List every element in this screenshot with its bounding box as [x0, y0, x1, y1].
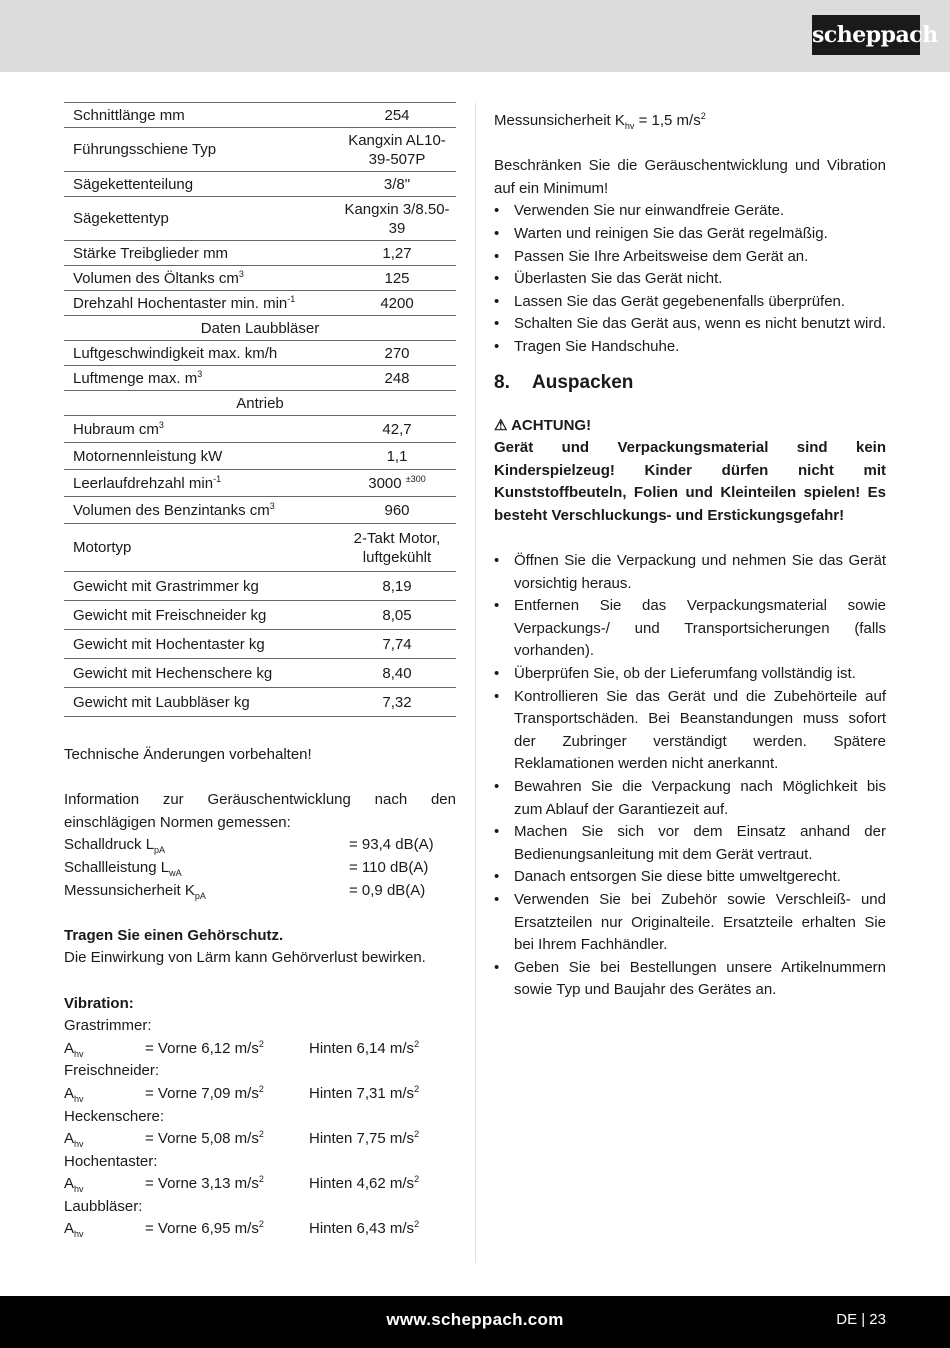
vibration-rear: [309, 1128, 419, 1151]
uncertainty-label: Messunsicherheit K: [494, 112, 625, 129]
column-divider: [475, 103, 476, 1263]
spec-section-label: Antrieb: [64, 391, 456, 416]
spec-row: [64, 316, 456, 341]
spec-label: [64, 572, 338, 601]
spec-label-text: Gewicht mit Laubbläser kg: [73, 693, 250, 711]
bullet-item: • Passen Sie Ihre Arbeitsweise dem Gerät an.: [494, 246, 886, 269]
vibration-front-sup: 2: [258, 1129, 264, 1140]
vibration-rear: [309, 1218, 419, 1241]
vibration-symbol: [64, 1173, 145, 1196]
spec-label: [64, 497, 338, 524]
spec-label: [64, 197, 338, 241]
spec-label-text: Stärke Treibglieder mm: [73, 244, 229, 262]
noise-label-sub: pA: [194, 890, 206, 901]
vibration-rear-sup: 2: [414, 1129, 420, 1140]
noise-row: [64, 857, 456, 880]
noise-value: = 110 dB(A): [349, 858, 429, 876]
spec-row: [64, 416, 456, 443]
spec-value: [338, 659, 456, 688]
spec-label-text: Leerlaufdrehzahl min: [73, 474, 214, 492]
bullet-item: • Danach entsorgen Sie diese bitte umweltgerecht.: [494, 866, 886, 889]
vibration-row: [64, 1173, 456, 1196]
footer-band: [0, 1296, 950, 1348]
warning-triangle-icon: ⚠: [494, 416, 508, 434]
vibration-symbol-text: A: [64, 1084, 75, 1102]
spec-row: [64, 366, 456, 391]
bullet-item: • Geben Sie bei Bestellungen unsere Artikelnummern sowie Typ und Baujahr des Gerätes an.: [494, 957, 886, 1002]
vibration-front: [145, 1038, 309, 1061]
spec-label: [64, 341, 338, 366]
spec-label-text: Motornennleistung kW: [73, 447, 223, 465]
spec-label: [64, 103, 338, 128]
noise-row: [64, 834, 456, 857]
spec-value-text: Kangxin 3/8.50-39: [344, 200, 450, 237]
vibration-symbol-sub: hv: [74, 1093, 84, 1104]
vibration-tool: Heckenschere:: [64, 1107, 165, 1125]
spec-row: [64, 103, 456, 128]
spec-row: [64, 659, 456, 688]
spec-row: [64, 341, 456, 366]
vibration-title: Vibration:: [64, 994, 134, 1012]
vibration-row: [64, 1083, 456, 1106]
spec-value-text: 4200: [380, 294, 414, 312]
spec-label-text: Sägekettentyp: [73, 210, 169, 227]
spec-value: [338, 630, 456, 659]
spec-label: [64, 659, 338, 688]
bullet-item: • Verwenden Sie nur einwandfreie Geräte.: [494, 200, 886, 223]
vibration-symbol: [64, 1128, 145, 1151]
spec-label-text: Sägekettenteilung: [73, 175, 194, 193]
spec-label: [64, 470, 338, 497]
hearing-title: Tragen Sie einen Gehörschutz.: [64, 926, 284, 944]
spec-value: [338, 366, 456, 391]
vibration-front-text: = Vorne 7,09 m/s: [145, 1084, 259, 1102]
vibration-row: [64, 1128, 456, 1151]
spec-label-text: Schnittlänge mm: [73, 106, 185, 124]
spec-value: [338, 291, 456, 316]
warning-heading: [494, 415, 886, 438]
spec-value: [338, 266, 456, 291]
vibration-tool: Hochentaster:: [64, 1152, 158, 1170]
spec-label: [64, 291, 338, 316]
vibration-rear-sup: 2: [414, 1174, 420, 1185]
spec-row: [64, 391, 456, 416]
bullet-item: • Lassen Sie das Gerät gegebenenfalls überprüfen.: [494, 291, 886, 314]
spec-value-text: 7,32: [382, 693, 412, 711]
noise-value: = 93,4 dB(A): [349, 836, 434, 854]
spec-value-text: 3/8": [383, 175, 411, 193]
vibration-front: [145, 1128, 309, 1151]
spec-row: [64, 291, 456, 316]
spec-value: [338, 341, 456, 366]
spec-section-label: Daten Laubbläser: [64, 316, 456, 341]
vibration-rear-sup: 2: [414, 1219, 420, 1230]
spec-value-text: 1,1: [386, 447, 408, 465]
vibration-symbol: [64, 1083, 145, 1106]
spec-table: [64, 102, 456, 717]
spec-row: [64, 128, 456, 172]
spec-label-text: Luftgeschwindigkeit max. km/h: [73, 344, 278, 362]
noise-intro: Information zur Geräuschentwicklung nach den einschlägigen Normen gemessen:: [64, 791, 456, 831]
spec-row: [64, 443, 456, 470]
left-column-text: [64, 744, 456, 1241]
spec-row: [64, 470, 456, 497]
vibration-front-sup: 2: [258, 1083, 264, 1094]
spec-value-text: 1,27: [382, 244, 412, 262]
noise-label-sub: wA: [169, 867, 182, 878]
vibration-symbol-text: A: [64, 1039, 75, 1057]
spec-value-text: 125: [384, 269, 410, 287]
vibration-front-text: = Vorne 6,95 m/s: [145, 1220, 259, 1238]
vibration-rear: [309, 1038, 419, 1061]
spec-value-text: 7,74: [382, 635, 412, 653]
vibration-symbol-sub: hv: [74, 1139, 84, 1150]
bullet-item: • Öffnen Sie die Verpackung und nehmen Sie das Gerät vorsichtig heraus.: [494, 550, 886, 595]
uncertainty-sub: hv: [624, 121, 635, 131]
noise-label-text: Schalldruck L: [64, 836, 155, 854]
bullet-item: • Verwenden Sie bei Zubehör sowie Verschleiß- und Ersatzteilen nur Originalteile. Ersatzteile erhalten Sie bei Ihrem Fachhändler.: [494, 889, 886, 957]
spec-value: [338, 416, 456, 443]
vibration-rear: [309, 1083, 419, 1106]
bullet-item: • Entfernen Sie das Verpackungsmaterial sowie Verpackungs-/ und Transportsicherungen (falls vorhanden).: [494, 595, 886, 663]
vibration-front-sup: 2: [258, 1038, 264, 1049]
bullet-item: • Tragen Sie Handschuhe.: [494, 336, 886, 359]
footer-url[interactable]: www.scheppach.com: [386, 1310, 564, 1329]
vibration-symbol: [64, 1218, 145, 1241]
bullet-item: • Überprüfen Sie, ob der Lieferumfang vollständig ist.: [494, 663, 886, 686]
spec-value-text: 42,7: [382, 420, 412, 438]
spec-value-text: 254: [384, 106, 410, 124]
spec-row: [64, 266, 456, 291]
spec-value: [338, 443, 456, 470]
noise-row: [64, 880, 456, 903]
spec-row: [64, 630, 456, 659]
noise-label-text: Messunsicherheit K: [64, 881, 195, 899]
noise-label: [64, 857, 349, 880]
noise-label: [64, 880, 349, 903]
spec-value-text: 8,40: [382, 664, 412, 682]
spec-label: [64, 630, 338, 659]
spec-row: [64, 601, 456, 630]
vibration-tool: Grastrimmer:: [64, 1017, 152, 1035]
vibration-rear-text: Hinten 6,14 m/s: [309, 1039, 415, 1057]
spec-label-sup: 3: [197, 368, 203, 379]
vibration-symbol-text: A: [64, 1220, 75, 1238]
vibration-rear-text: Hinten 7,75 m/s: [309, 1130, 415, 1148]
spec-row: [64, 572, 456, 601]
spec-label-text: Drehzahl Hochentaster min. min: [73, 294, 288, 312]
spec-label: [64, 601, 338, 630]
spec-value: [338, 103, 456, 128]
spec-label-text: Gewicht mit Freischneider kg: [73, 606, 267, 624]
vibration-front-sup: 2: [258, 1174, 264, 1185]
spec-label-sup: 3: [158, 419, 164, 430]
spec-value: [338, 470, 456, 497]
spec-label: [64, 241, 338, 266]
bullet-item: • Schalten Sie das Gerät aus, wenn es nicht benutzt wird.: [494, 313, 886, 336]
spec-row: [64, 688, 456, 717]
warning-text: Gerät und Verpackungsmaterial sind kein Kinderspielzeug! Kinder dürfen nicht mit Kunststoffbeuteln, Folien und Kleinteilen spielen! Es besteht Verschluckungs- und Erstickungsgefahr!: [494, 439, 886, 524]
vibration-tool: Laubbläser:: [64, 1197, 143, 1215]
spec-value-text: 960: [384, 501, 410, 519]
uncertainty-sup: 2: [700, 111, 706, 121]
bullet-item: • Überlasten Sie das Gerät nicht.: [494, 268, 886, 291]
vibration-rear-text: Hinten 6,43 m/s: [309, 1220, 415, 1238]
page-number: DE | 23: [836, 1311, 886, 1328]
vibration-rear-sup: 2: [414, 1038, 420, 1049]
spec-value: [338, 572, 456, 601]
vibration-front-text: = Vorne 5,08 m/s: [145, 1130, 259, 1148]
header-band: [0, 0, 950, 72]
noise-values: [64, 834, 456, 902]
vibration-front: [145, 1173, 309, 1196]
spec-label-text: Luftmenge max. m: [73, 369, 198, 387]
spec-value-text: 3000: [368, 474, 406, 492]
vibration-rear-text: Hinten 4,62 m/s: [309, 1175, 415, 1193]
spec-value: [338, 241, 456, 266]
uncertainty-value: = 1,5 m/s: [634, 112, 701, 129]
spec-label-text: Führungsschiene Typ: [73, 141, 217, 158]
spec-value-text: 8,19: [382, 577, 412, 595]
vibration-rear-sup: 2: [414, 1083, 420, 1094]
section-number: 8.: [494, 371, 510, 393]
spec-label: [64, 416, 338, 443]
spec-label-text: Motortyp: [73, 539, 132, 556]
vibration-front: [145, 1083, 309, 1106]
vibration-front-text: = Vorne 3,13 m/s: [145, 1175, 259, 1193]
spec-value-sup: ±300: [405, 473, 426, 484]
vibration-symbol: [64, 1038, 145, 1061]
spec-label: [64, 524, 338, 572]
spec-label-text: Gewicht mit Hochentaster kg: [73, 635, 265, 653]
spec-value-text: 270: [384, 344, 410, 362]
vibration-front-sup: 2: [258, 1219, 264, 1230]
spec-value: [338, 197, 456, 241]
spec-label: [64, 443, 338, 470]
vibration-row: [64, 1218, 456, 1241]
spec-row: [64, 241, 456, 266]
vibration-rear-text: Hinten 7,31 m/s: [309, 1084, 415, 1102]
spec-label-text: Gewicht mit Hechenschere kg: [73, 664, 273, 682]
noise-label-text: Schallleistung L: [64, 858, 170, 876]
vibration-tool: Freischneider:: [64, 1062, 160, 1080]
spec-value: [338, 172, 456, 197]
spec-row: [64, 172, 456, 197]
uncertainty-line: [494, 110, 886, 133]
spec-label-sup: 3: [269, 500, 275, 511]
spec-label-text: Volumen des Öltanks cm: [73, 269, 239, 287]
spec-value-text: 2-Takt Motor, luftgekühlt: [353, 529, 441, 566]
spec-label-text: Volumen des Benzintanks cm: [73, 501, 270, 519]
vibration-row: [64, 1038, 456, 1061]
warning-label: ACHTUNG!: [511, 416, 592, 434]
limit-intro: Beschränken Sie die Geräuschentwicklung und Vibration auf ein Minimum!: [494, 157, 886, 197]
vibration-symbol-sub: hv: [74, 1229, 84, 1240]
vibration-values: [64, 1015, 456, 1241]
spec-value: [338, 524, 456, 572]
spec-label: [64, 128, 338, 172]
spec-label-sup: -1: [287, 293, 296, 304]
vibration-symbol-sub: hv: [74, 1048, 84, 1059]
spec-value: [338, 688, 456, 717]
hearing-text: Die Einwirkung von Lärm kann Gehörverlust bewirken.: [64, 949, 426, 967]
spec-row: [64, 197, 456, 241]
spec-label: [64, 688, 338, 717]
section-title: Auspacken: [532, 371, 634, 393]
bullet-item: • Machen Sie sich vor dem Einsatz anhand der Bedienungsanleitung mit dem Gerät vertraut.: [494, 821, 886, 866]
limit-bullets: [494, 200, 886, 358]
spec-label-text: Hubraum cm: [73, 420, 159, 438]
bullet-item: • Bewahren Sie die Verpackung nach Möglichkeit bis zum Ablauf der Garantiezeit auf.: [494, 776, 886, 821]
spec-value-text: Kangxin AL10-39-507P: [348, 131, 446, 168]
section-heading: [494, 371, 886, 395]
spec-value: [338, 497, 456, 524]
right-column-text: [494, 110, 886, 1002]
spec-row: [64, 497, 456, 524]
spec-value-text: 8,05: [382, 606, 412, 624]
spec-row: [64, 524, 456, 572]
vibration-symbol-sub: hv: [74, 1184, 84, 1195]
spec-value-text: 248: [384, 369, 410, 387]
spec-label: [64, 172, 338, 197]
spec-label-sup: 3: [238, 268, 244, 279]
bullet-item: • Kontrollieren Sie das Gerät und die Zubehörteile auf Transportschäden. Bei Beanstandungen muss sofort der Zubringer verständigt werden. Spätere Reklamationen werden nicht anerkannt.: [494, 686, 886, 776]
noise-label-sub: pA: [154, 845, 166, 856]
vibration-symbol-text: A: [64, 1175, 75, 1193]
spec-label: [64, 366, 338, 391]
spec-label-sup: -1: [213, 473, 222, 484]
spec-value: [338, 601, 456, 630]
noise-value: = 0,9 dB(A): [349, 881, 426, 899]
vibration-symbol-text: A: [64, 1130, 75, 1148]
tech-note: Technische Änderungen vorbehalten!: [64, 746, 312, 763]
spec-value: [338, 128, 456, 172]
spec-label-text: Gewicht mit Grastrimmer kg: [73, 577, 259, 595]
unpack-bullets: [494, 550, 886, 1002]
vibration-front: [145, 1218, 309, 1241]
vibration-rear: [309, 1173, 419, 1196]
brand-logo: scheppach: [812, 15, 920, 55]
spec-label: [64, 266, 338, 291]
vibration-front-text: = Vorne 6,12 m/s: [145, 1039, 259, 1057]
noise-label: [64, 834, 349, 857]
bullet-item: • Warten und reinigen Sie das Gerät regelmäßig.: [494, 223, 886, 246]
